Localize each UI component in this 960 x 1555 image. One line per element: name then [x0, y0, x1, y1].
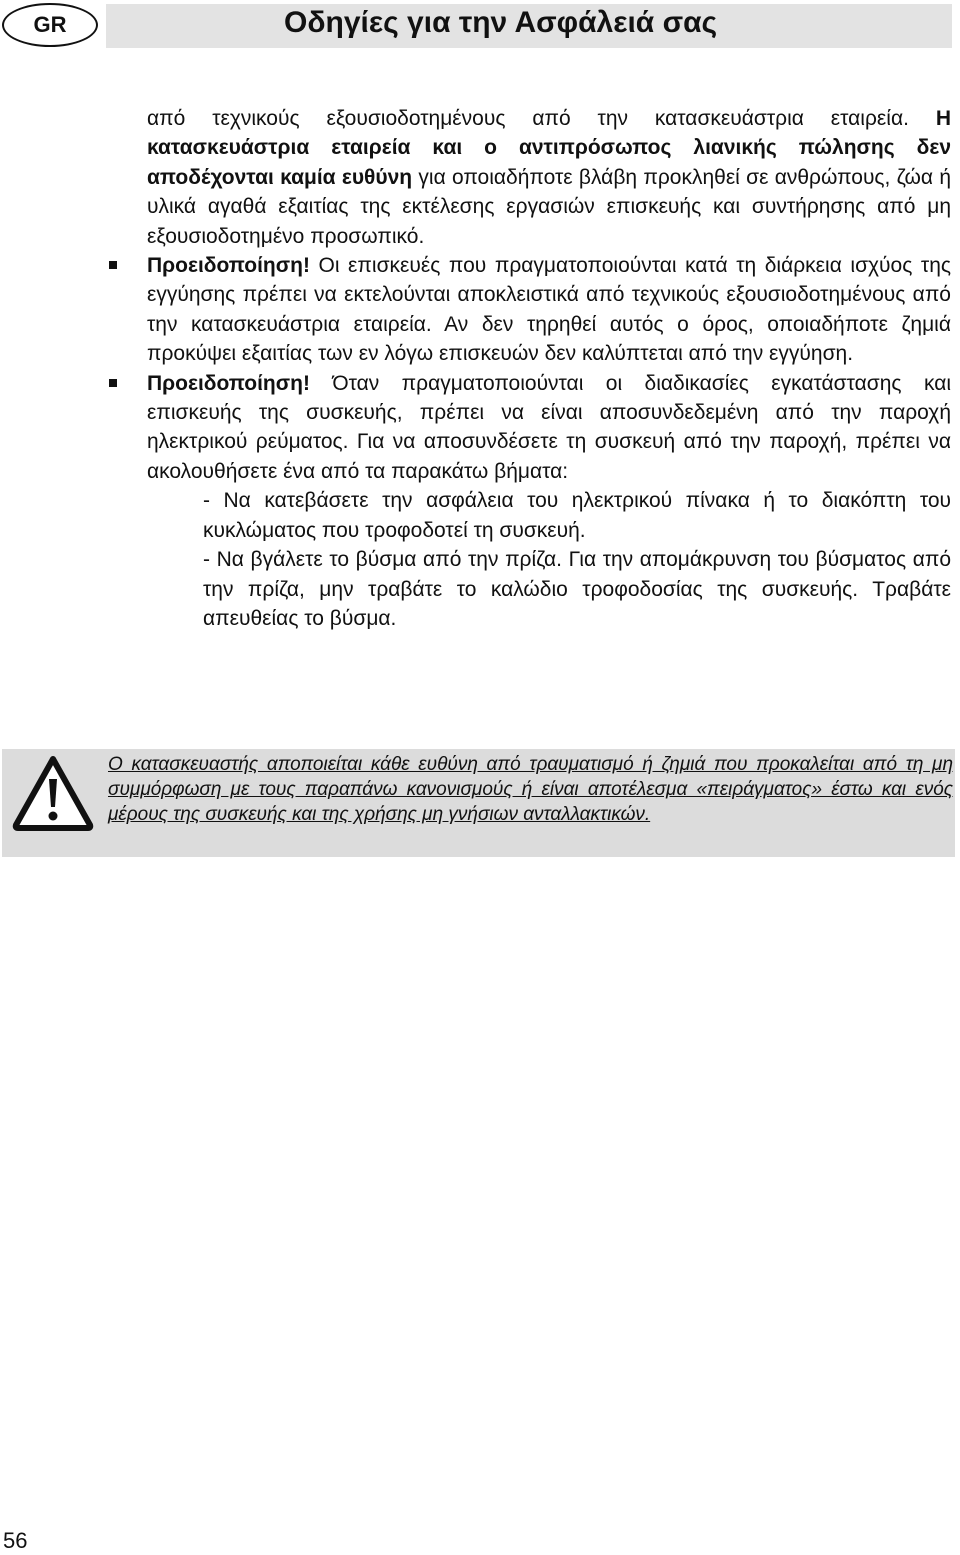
language-badge: [2, 3, 98, 47]
bullet-heading: Προειδοποίηση!: [147, 371, 310, 395]
bullet-text: Όταν πραγματοποιούνται οι διαδικασίες εγκατάστασης και επισκευής της συσκευής, πρέπει να είναι αποσυνδεδεμένη από την παροχή ηλεκτρικού ρεύματος. Για να αποσυνδέσετε τη συσκευή από την παροχή, πρέπει να ακολουθήσετε ένα από τα παρακάτω βήματα:: [147, 371, 951, 483]
document-body: [147, 104, 951, 633]
warning-bullet-repairs: [147, 251, 951, 369]
language-code: GR: [33, 12, 67, 37]
step-item-fuse: - Να κατεβάσετε την ασφάλεια του ηλεκτρικού πίνακα ή το διακόπτη του κυκλώματος που τροφοδοτεί τη συσκευή.: [203, 489, 951, 542]
intro-text-a: από τεχνικούς εξουσιοδοτημένους από την κατασκευάστρια εταιρεία.: [147, 107, 936, 130]
page-title: Οδηγίες για την Ασφάλειά σας: [284, 6, 718, 39]
warning-triangle-icon: [12, 755, 94, 831]
bullet-square-icon: [109, 379, 117, 387]
page-number: 56: [3, 1528, 28, 1553]
liability-warning-box: [2, 749, 955, 857]
bullet-square-icon: [109, 261, 117, 269]
bullet-text: Οι επισκευές που πραγματοποιούνται κατά τη διάρκεια ισχύος της εγγύησης πρέπει να εκτελούνται αποκλειστικά από τεχνικούς εξουσιοδοτημένους από την κατασκευάστρια εταιρεία. Αν δεν τηρηθεί αυτός ο όρος, οποιαδήποτε ζημιά προκύψει εξαιτίας των εν λόγω επισκευών δεν καλύπτεται από την εγγύηση.: [147, 254, 951, 366]
intro-text-bold: Η κατασκευάστρια εταιρεία και ο αντιπρόσωπος λιανικής πώλησης δεν αποδέχονται καμία ευθύνη: [147, 107, 951, 189]
step-item-plug: - Να βγάλετε το βύσμα από την πρίζα. Για την απομάκρυνση του βύσματος από την πρίζα, μην τραβάτε το καλώδιο τροφοδοσίας της συσκευής. Τραβάτε απευθείας το βύσμα.: [203, 548, 951, 630]
liability-warning-text: Ο κατασκευαστής αποποιείται κάθε ευθύνη από τραυματισμό ή ζημιά που προκαλείται από τη μη συμμόρφωση με τους παραπάνω κανονισμούς ή είναι αποτέλεσμα «πειράγματος» έστω και ενός μέρους της συσκευής και της χρήσης μη γνήσιων ανταλλακτικών.: [108, 754, 953, 825]
bullet-heading: Προειδοποίηση!: [147, 254, 310, 278]
paragraph-intro: [147, 104, 951, 251]
intro-text-c: για οποιαδήποτε βλάβη προκληθεί σε ανθρώπους, ζώα ή υλικά αγαθά εξαιτίας της εκτέλεσης εργασιών επισκευής και συντήρησης από μη εξουσιοδοτημένο προσωπικό.: [147, 165, 951, 248]
warning-bullet-disconnect: [147, 369, 951, 487]
